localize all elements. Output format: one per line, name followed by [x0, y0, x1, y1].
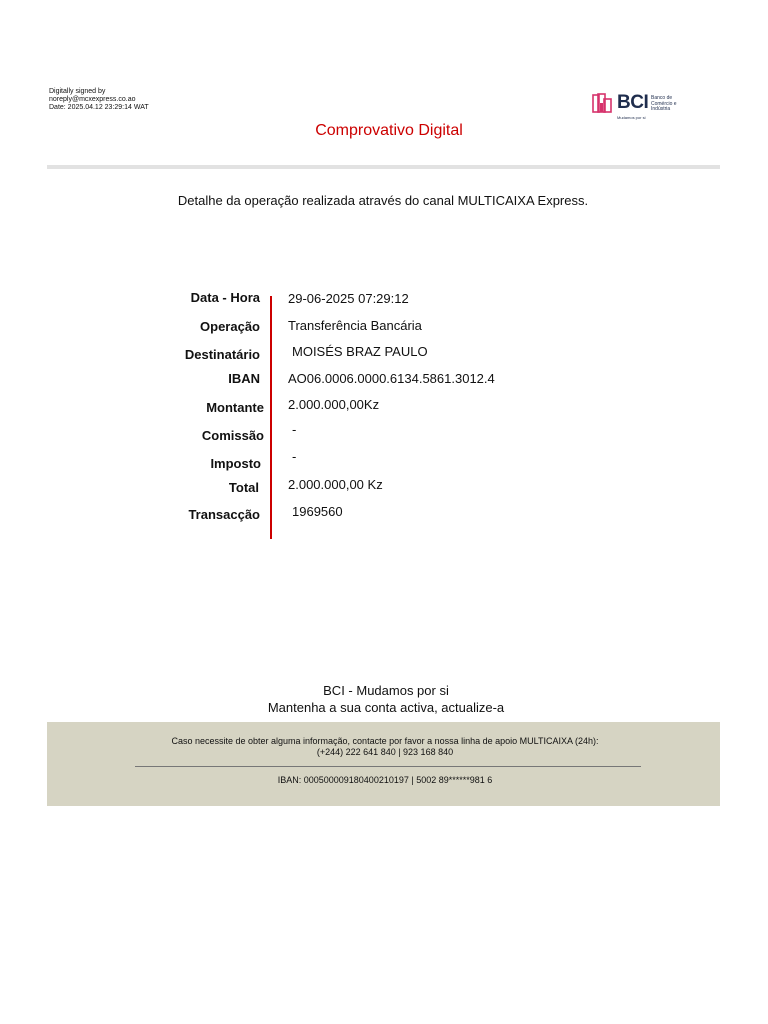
- detail-label-commission: Comissão: [201, 428, 264, 443]
- detail-label-iban: IBAN: [228, 371, 260, 386]
- footer-divider: [135, 766, 641, 767]
- detail-value-total: 2.000.000,00 Kz: [288, 477, 383, 492]
- footer-support-phones: (+244) 222 641 840 | 923 168 840: [316, 747, 454, 757]
- page-title: Comprovativo Digital: [315, 122, 463, 139]
- logo-tagline: Mudamos por si: [617, 115, 646, 120]
- detail-label-datetime: Data - Hora: [190, 290, 260, 305]
- intro-text: Detalhe da operação realizada através do canal MULTICAIXA Express.: [177, 193, 589, 208]
- detail-value-datetime: 29-06-2025 07:29:12: [288, 291, 409, 306]
- footer-support-text: Caso necessite de obter alguma informação, contacte por favor a nossa linha de apoio MULTICAIXA (24h):: [171, 736, 599, 746]
- detail-value-recipient: MOISÉS BRAZ PAULO: [292, 344, 428, 359]
- footer-iban: IBAN: 000500009180400210197 | 5002 89******981 6: [277, 775, 493, 785]
- signature-line-email: noreply@mcxexpress.co.ao: [49, 96, 136, 103]
- detail-label-transaction: Transacção: [188, 507, 260, 522]
- detail-label-recipient: Destinatário: [184, 347, 260, 362]
- logo-brand-text: BCI: [617, 92, 649, 113]
- title-divider: [47, 165, 720, 169]
- detail-value-tax: -: [292, 449, 297, 464]
- signature-line-date: Date: 2025.04.12 23:29:14 WAT: [49, 104, 149, 111]
- detail-value-commission: -: [292, 422, 297, 437]
- slogan-line-2: Mantenha a sua conta activa, actualize-a: [267, 700, 505, 715]
- detail-value-iban: AO06.0006.0000.6134.5861.3012.4: [288, 371, 495, 386]
- detail-value-transaction: 1969560: [292, 504, 343, 519]
- detail-label-tax: Imposto: [210, 456, 261, 471]
- detail-label-operation: Operação: [200, 319, 260, 334]
- detail-value-amount: 2.000.000,00Kz: [288, 397, 380, 412]
- digital-signature-stamp: [49, 88, 149, 112]
- bci-logo-icon: [592, 93, 614, 113]
- detail-label-total: Total: [228, 480, 259, 495]
- bci-logo: [592, 93, 692, 123]
- signature-line-signed-by: Digitally signed by: [49, 88, 106, 95]
- details-vertical-divider: [270, 296, 272, 539]
- support-footer: [47, 722, 720, 806]
- slogan-line-1: BCI - Mudamos por si: [323, 683, 449, 698]
- logo-subtitle: Banco de Comércio e Indústria: [651, 95, 677, 112]
- detail-value-operation: Transferência Bancária: [288, 318, 422, 333]
- detail-label-amount: Montante: [206, 400, 264, 415]
